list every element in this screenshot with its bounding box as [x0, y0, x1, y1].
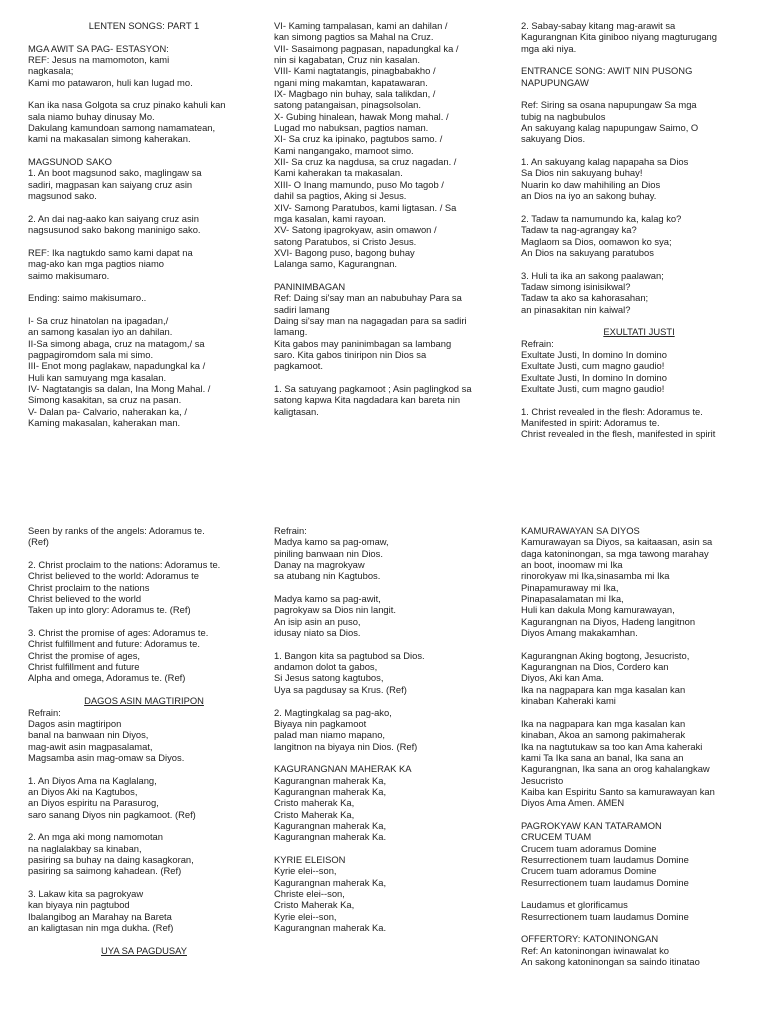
text-line: an pinasakitan nin kaiwal?	[521, 303, 631, 315]
text-line: Lugad mo nabuksan, pagtios naman.	[274, 122, 429, 134]
text-line: Kagurangnan Aking bogtong, Jesucristo,	[521, 649, 690, 661]
text-line: an samong kasalan iyo an dahilan.	[28, 326, 173, 338]
text-line: Ref: An katoninongan iwinawalat ko	[521, 944, 670, 956]
text-line: ENTRANCE SONG: AWIT NIN PUSONG	[521, 65, 693, 77]
text-line: I- Sa cruz hinatolan na ipagadan,/	[28, 314, 169, 326]
text-line: XV- Satong ipagrokyaw, asin omawon /	[274, 224, 437, 236]
text-line: XVI- Bagong puso, bagong buhay	[274, 246, 415, 258]
text-line: Kaiba kan Espiritu Santo sa kamurawayan kan	[521, 785, 715, 797]
text-line: Ibalangibog an Marahay na Bareta	[28, 910, 172, 922]
text-line: Huli kan samuyang mga kasalan.	[28, 371, 167, 383]
text-line: VII- Sasaimong pagpasan, napadungkal ka /	[274, 42, 459, 54]
text-line: Kami mo patawaron, huli kan lugad mo.	[28, 76, 193, 88]
text-line: saro sanang Diyos nin pagkamoot. (Ref)	[28, 808, 196, 820]
text-line: mga aki niya.	[521, 42, 577, 54]
text-line: VI- Kaming tampalasan, kami an dahilan /	[274, 20, 448, 31]
text-line: Christ revealed in the flesh, manifested in spirit	[521, 428, 716, 440]
text-line: nin si kagabatan, Cruz nin kasalan.	[274, 54, 420, 66]
text-line: Uya sa pagdusay sa Krus. (Ref)	[274, 683, 407, 695]
text-line: andamon dolot ta gabos,	[274, 661, 378, 673]
text-line: mga kasalan, kami rayoan.	[274, 212, 387, 224]
blank-line	[28, 31, 260, 42]
text-line: 1. Sa satuyang pagkamoot ; Asin paglingkod sa	[274, 383, 472, 394]
text-line: An isip asin an puso,	[274, 615, 361, 627]
text-line: Laudamus et glorificamus	[521, 899, 628, 911]
blank-line	[521, 315, 757, 326]
text-line: sala niamo buhay dinusay Mo.	[28, 110, 155, 122]
text-line: 2. An mga aki mong namomotan	[28, 831, 163, 843]
text-line: daga katoninongan, sa mga tawong marahay	[521, 547, 709, 559]
text-line: X- Gubing hinalean, hawak Mong mahal. /	[274, 110, 449, 122]
text-line: KAMURAWAYAN SA DIYOS	[521, 525, 640, 536]
text-line: pagpagiromdom sala mi simo.	[28, 348, 154, 360]
text-line: nagsusunod sako bakong maninigo sako.	[28, 224, 201, 236]
blank-line	[28, 820, 260, 831]
text-line: Kagurangnan maherak Ka,	[274, 785, 387, 797]
text-line: Kagurangnan Kita giniboo niyang magturugang	[521, 31, 717, 43]
text-line: (Ref)	[28, 536, 49, 548]
text-line: Danay na magrokyaw	[274, 559, 365, 571]
text-line: Crucem tuam adoramus Domine	[521, 865, 657, 877]
section-heading: EXULTATI JUSTI	[603, 326, 675, 338]
text-line: an kaligtasan nin mga dukha. (Ref)	[28, 922, 174, 934]
text-line: Christ fulfillment and future: Adoramus te.	[28, 638, 200, 650]
blank-line	[274, 638, 506, 649]
text-line: Resurrectionem tuam laudamus Domine	[521, 876, 689, 888]
text-line: kami na makasalan simong kaherakan.	[28, 133, 191, 145]
blank-line	[521, 145, 757, 156]
text-line: banal na banwaan nin Diyos,	[28, 729, 149, 741]
text-line: Diyos Ama Amen. AMEN	[521, 797, 625, 809]
text-line: Kagurangnan, Ika sana an orog kahalangkaw	[521, 763, 710, 775]
text-line: XI- Sa cruz ka ipinako, pagtubos samo. /	[274, 133, 443, 145]
text-line: OFFERTORY: KATONINONGAN	[521, 933, 659, 945]
text-line: magsunod sako.	[28, 190, 97, 202]
column-top-left	[28, 20, 260, 428]
text-line: Pinapamuraway mi Ika,	[521, 581, 619, 593]
text-line: 1. An boot magsunod sako, maglingaw sa	[28, 167, 202, 179]
text-line: piniling banwaan nin Dios.	[274, 547, 383, 559]
text-line: Christ proclaim to the nations	[28, 581, 150, 593]
blank-line	[274, 695, 506, 706]
text-line: III- Enot mong paglakaw, napadungkal ka /	[28, 360, 206, 372]
text-line: Cristo maherak Ka,	[274, 797, 355, 809]
text-line: Cristo Maherak Ka,	[274, 808, 355, 820]
text-line: 1. An sakuyang kalag napapaha sa Dios	[521, 156, 689, 168]
text-line: mag-ako kan mga pagtios niamo	[28, 258, 165, 270]
text-line: Kagurangnan maherak Ka,	[274, 774, 387, 786]
blank-line	[521, 54, 757, 65]
text-line: Tadaw ta nag-agrangay ka?	[521, 224, 637, 236]
blank-line	[28, 202, 260, 213]
blank-line	[28, 548, 260, 559]
text-line: 1. An Diyos Ama na Kaglalang,	[28, 774, 157, 786]
text-line: Refrain:	[274, 525, 307, 536]
text-line: rinorokyaw mi Ika,sinasamba mi Ika	[521, 570, 670, 582]
blank-line	[28, 145, 260, 156]
text-line: Kita gabos may paninimbagan sa lambang	[274, 337, 452, 349]
text-line: satong kapwa Kita nagdadara kan bareta nin	[274, 394, 461, 406]
text-line: 3. Huli ta ika an sakong paalawan;	[521, 269, 664, 281]
text-line: Kagurangnan na Dios, Cordero kan	[521, 661, 669, 673]
text-line: kan simong pagtios sa Mahal na Cruz.	[274, 31, 434, 43]
text-line: Kagurangnan maherak Ka.	[274, 831, 387, 843]
text-line: Simong kasakitan, sa cruz na pasan.	[28, 394, 182, 406]
blank-line	[274, 752, 506, 763]
text-line: Ika na nagtutukaw sa too kan Ama kaheraki	[521, 740, 703, 752]
text-line: Christ believed to the world: Adoramus te	[28, 570, 199, 582]
blank-line	[521, 809, 757, 820]
text-line: Jesucristo	[521, 774, 564, 786]
text-line: An sakong katoninongan sa saindo itinatao	[521, 956, 700, 968]
text-line: Tadaw ta ako sa kahorasahan;	[521, 292, 649, 304]
text-line: 2. Sabay-sabay kitang mag-arawit sa	[521, 20, 676, 31]
text-line: XIII- O Inang mamundo, puso Mo tagob /	[274, 178, 444, 190]
text-line: Dagos asin magtiripon	[28, 717, 122, 729]
text-line: An Dios na sakuyang paratubos	[521, 246, 654, 258]
text-line: an Dios na iyo an sakong buhay.	[521, 190, 657, 202]
text-line: Refrain:	[28, 706, 61, 718]
text-line: MAGSUNOD SAKO	[28, 156, 112, 168]
blank-line	[28, 304, 260, 315]
text-line: Kami kaherakan ta makasalan.	[274, 167, 403, 179]
text-line: IV- Nagtatangis sa dalan, Ina Mong Mahal. /	[28, 383, 211, 394]
blank-line	[521, 922, 757, 933]
section-heading: LENTEN SONGS: PART 1	[88, 20, 200, 31]
text-line: an Diyos espiritu na Parasurog,	[28, 797, 159, 809]
text-line: Kagurangnan maherak Ka,	[274, 876, 387, 888]
text-line: nagkasala;	[28, 65, 74, 77]
text-line: lamang.	[274, 326, 308, 338]
text-line: dahil sa pagtios, Aking si Jesus.	[274, 190, 407, 202]
column-top-middle	[274, 20, 506, 417]
text-line: Taken up into glory: Adoramus te. (Ref)	[28, 604, 191, 616]
text-line: pagrokyaw sa Dios nin langit.	[274, 604, 396, 616]
text-line: Kamurawayan sa Diyos, sa kaitaasan, asin sa	[521, 536, 713, 548]
text-line: NAPUPUNGAW	[521, 76, 589, 88]
text-line: Exultate Justi, In domino In domino	[521, 371, 667, 383]
text-line: Exultate Justi, cum magno gaudio!	[521, 360, 665, 372]
text-line: 3. Christ the promise of ages: Adoramus te.	[28, 627, 209, 639]
text-line: Kan ika nasa Golgota sa cruz pinako kahuli kan	[28, 99, 226, 111]
blank-line	[274, 582, 506, 593]
text-line: kan biyaya nin pagtubod	[28, 899, 130, 911]
blank-line	[28, 236, 260, 247]
text-line: 1. Bangon kita sa pagtubod sa Dios.	[274, 649, 425, 661]
text-line: Ref: Daing si'say man an nabubuhay Para sa	[274, 292, 462, 304]
text-line: KYRIE ELEISON	[274, 853, 346, 865]
blank-line	[274, 843, 506, 854]
text-line: 3. Lakaw kita sa pagrokyaw	[28, 888, 144, 899]
blank-line	[28, 616, 260, 627]
text-line: an boot, inoomaw mi Ika	[521, 559, 623, 571]
text-line: Kagurangnan na Diyos, Hadeng langitnon	[521, 615, 696, 627]
blank-line	[28, 88, 260, 99]
text-line: REF: Jesus na mamomoton, kami	[28, 54, 170, 66]
text-line: kinaban, Akoa an samong pakimaherak	[521, 729, 686, 741]
text-line: kinaban Kaheraki kami	[521, 695, 616, 707]
text-line: Magsamba asin mag-omaw sa Diyos.	[28, 751, 185, 763]
column-bottom-right	[521, 525, 757, 967]
text-line: pasiring sa buhay na daing kasagkoran,	[28, 853, 194, 865]
blank-line	[28, 877, 260, 888]
text-line: Madya kamo sa pag-omaw,	[274, 536, 389, 548]
blank-line	[521, 638, 757, 649]
text-line: Ref: Siring sa osana napupungaw Sa mga	[521, 99, 697, 111]
text-line: XII- Sa cruz ka nagdusa, sa cruz nagadan. /	[274, 156, 457, 168]
text-line: 1. Christ revealed in the flesh: Adoramus te.	[521, 405, 703, 417]
blank-line	[521, 258, 757, 269]
text-line: II-Sa simong abaga, cruz na matagom,/ sa	[28, 337, 205, 349]
text-line: Kyrie elei--son,	[274, 910, 337, 922]
blank-line	[521, 707, 757, 718]
text-line: V- Dalan pa- Calvario, naherakan ka, /	[28, 405, 187, 417]
section-heading: UYA SA PAGDUSAY	[101, 944, 187, 956]
text-line: 2. An dai nag-aako kan saiyang cruz asin	[28, 212, 199, 224]
text-line: Exultate Justi, cum magno gaudio!	[521, 383, 665, 394]
text-line: IX- Magbago nin buhay, sala talikdan, /	[274, 88, 436, 100]
column-top-right	[521, 20, 757, 440]
text-line: Christe elei--son,	[274, 888, 345, 899]
text-line: Kami nangangako, mamoot simo.	[274, 144, 414, 156]
text-line: sa atubang nin Kagtubos.	[274, 570, 381, 582]
text-line: Exultate Justi, In domino In domino	[521, 348, 667, 360]
text-line: mag-awit asin magpasalamat,	[28, 740, 153, 752]
text-line: kaligtasan.	[274, 405, 319, 417]
text-line: Kagurangnan maherak Ka.	[274, 922, 387, 934]
blank-line	[28, 933, 260, 944]
text-line: Alpha and omega, Adoramus te. (Ref)	[28, 672, 186, 684]
text-line: 2. Tadaw ta namumundo ka, kalag ko?	[521, 212, 682, 224]
blank-line	[521, 202, 757, 213]
text-line: an Diyos Aki na Kagtubos,	[28, 785, 138, 797]
text-line: Diyos, Aki kan Ama.	[521, 672, 604, 684]
text-line: Refrain:	[521, 337, 554, 349]
text-line: pagkamoot.	[274, 360, 323, 372]
text-line: ngani ming makamtan, kapatawaran.	[274, 76, 428, 88]
text-line: Christ fulfillment and future	[28, 661, 140, 673]
blank-line	[521, 888, 757, 899]
text-line: MGA AWIT SA PAG- ESTASYON:	[28, 42, 169, 54]
text-line: tubig na nagbubulos	[521, 110, 606, 122]
blank-line	[521, 394, 757, 405]
column-bottom-middle	[274, 525, 506, 933]
text-line: PAGROKYAW KAN TATARAMON	[521, 819, 662, 831]
blank-line	[274, 372, 506, 383]
text-line: REF: Ika nagtukdo samo kami dapat na	[28, 246, 193, 258]
text-line: saro. Kita gabos tiniripon nin Dios sa	[274, 348, 427, 360]
text-line: Resurrectionem tuam laudamus Domine	[521, 853, 689, 865]
text-line: saimo makisumaro.	[28, 269, 110, 281]
text-line: Madya kamo sa pag-awit,	[274, 593, 381, 605]
text-line: Dakulang kamundoan samong namamatean,	[28, 122, 216, 134]
text-line: palad man niamo mapano,	[274, 729, 386, 741]
text-line: sadiri, magpasan kan saiyang cruz asin	[28, 178, 193, 190]
blank-line	[28, 763, 260, 774]
text-line: 2. Magtingkalag sa pag-ako,	[274, 706, 392, 718]
section-heading: DAGOS ASIN MAGTIRIPON	[84, 695, 204, 707]
text-line: Maglaom sa Dios, oomawon ko sya;	[521, 235, 672, 247]
text-line: Cristo Maherak Ka,	[274, 899, 355, 911]
text-line: 2. Christ proclaim to the nations: Adoramus te.	[28, 559, 221, 571]
text-line: Crucem tuam adoramus Domine	[521, 842, 657, 854]
text-line: KAGURANGNAN MAHERAK KA	[274, 763, 412, 775]
blank-line	[28, 281, 260, 292]
text-line: Resurrectionem tuam laudamus Domine	[521, 910, 689, 922]
text-line: Kagurangnan maherak Ka,	[274, 819, 387, 831]
text-line: langitnon na biyaya nin Dios. (Ref)	[274, 740, 418, 752]
text-line: Si Jesus satong kagtubos,	[274, 672, 384, 684]
text-line: Biyaya nin pagkamoot	[274, 717, 367, 729]
text-line: Christ the promise of ages,	[28, 649, 141, 661]
text-line: Huli kan dakula Mong kamurawayan,	[521, 604, 675, 616]
text-line: satong Paratubos, si Cristo Jesus.	[274, 235, 417, 247]
text-line: Ika na nagpapara kan mga kasalan kan	[521, 683, 686, 695]
text-line: PANINIMBAGAN	[274, 280, 346, 292]
text-line: idusay niato sa Dios.	[274, 627, 361, 639]
blank-line	[274, 270, 506, 281]
text-line: Lalanga samo, Kagurangnan.	[274, 258, 398, 270]
text-line: Ending: saimo makisumaro..	[28, 292, 147, 304]
text-line: Christ believed to the world	[28, 593, 142, 605]
text-line: XIV- Samong Paratubos, kami ligtasan. / Sa	[274, 201, 457, 213]
blank-line	[28, 684, 260, 695]
text-line: Nuarin ko daw mahihiling an Dios	[521, 178, 661, 190]
text-line: Diyos Amang makakamhan.	[521, 627, 638, 639]
text-line: sakuyang Dios.	[521, 133, 586, 145]
blank-line	[521, 88, 757, 99]
column-bottom-left	[28, 525, 260, 956]
text-line: pasiring sa saimong kahadean. (Ref)	[28, 865, 182, 877]
text-line: Sa Dios nin sakuyang buhay!	[521, 167, 643, 179]
text-line: sadiri lamang	[274, 303, 330, 315]
text-line: Kaming makasalan, kaherakan man.	[28, 417, 181, 429]
text-line: Ika na nagpapara kan mga kasalan kan	[521, 717, 686, 729]
text-line: Kyrie elei--son,	[274, 865, 337, 877]
text-line: Seen by ranks of the angels: Adoramus te.	[28, 525, 205, 536]
text-line: CRUCEM TUAM	[521, 831, 592, 843]
text-line: An sakuyang kalag napupungaw Saimo, O	[521, 122, 699, 134]
text-line: Daing si'say man na nagagadan para sa sadiri	[274, 314, 467, 326]
text-line: VIII- Kami nagtatangis, pinagbabakho /	[274, 65, 436, 77]
text-line: Manifested in spirit: Adoramus te.	[521, 417, 660, 429]
text-line: Pinapasalamatan mi Ika,	[521, 593, 624, 605]
text-line: satong patangaisan, pinagsolsolan.	[274, 99, 421, 111]
text-line: na naglalakbay sa kinaban,	[28, 842, 142, 854]
text-line: Tadaw simong isinisikwal?	[521, 280, 631, 292]
text-line: kami Ta Ika sana an banal, Ika sana an	[521, 751, 684, 763]
